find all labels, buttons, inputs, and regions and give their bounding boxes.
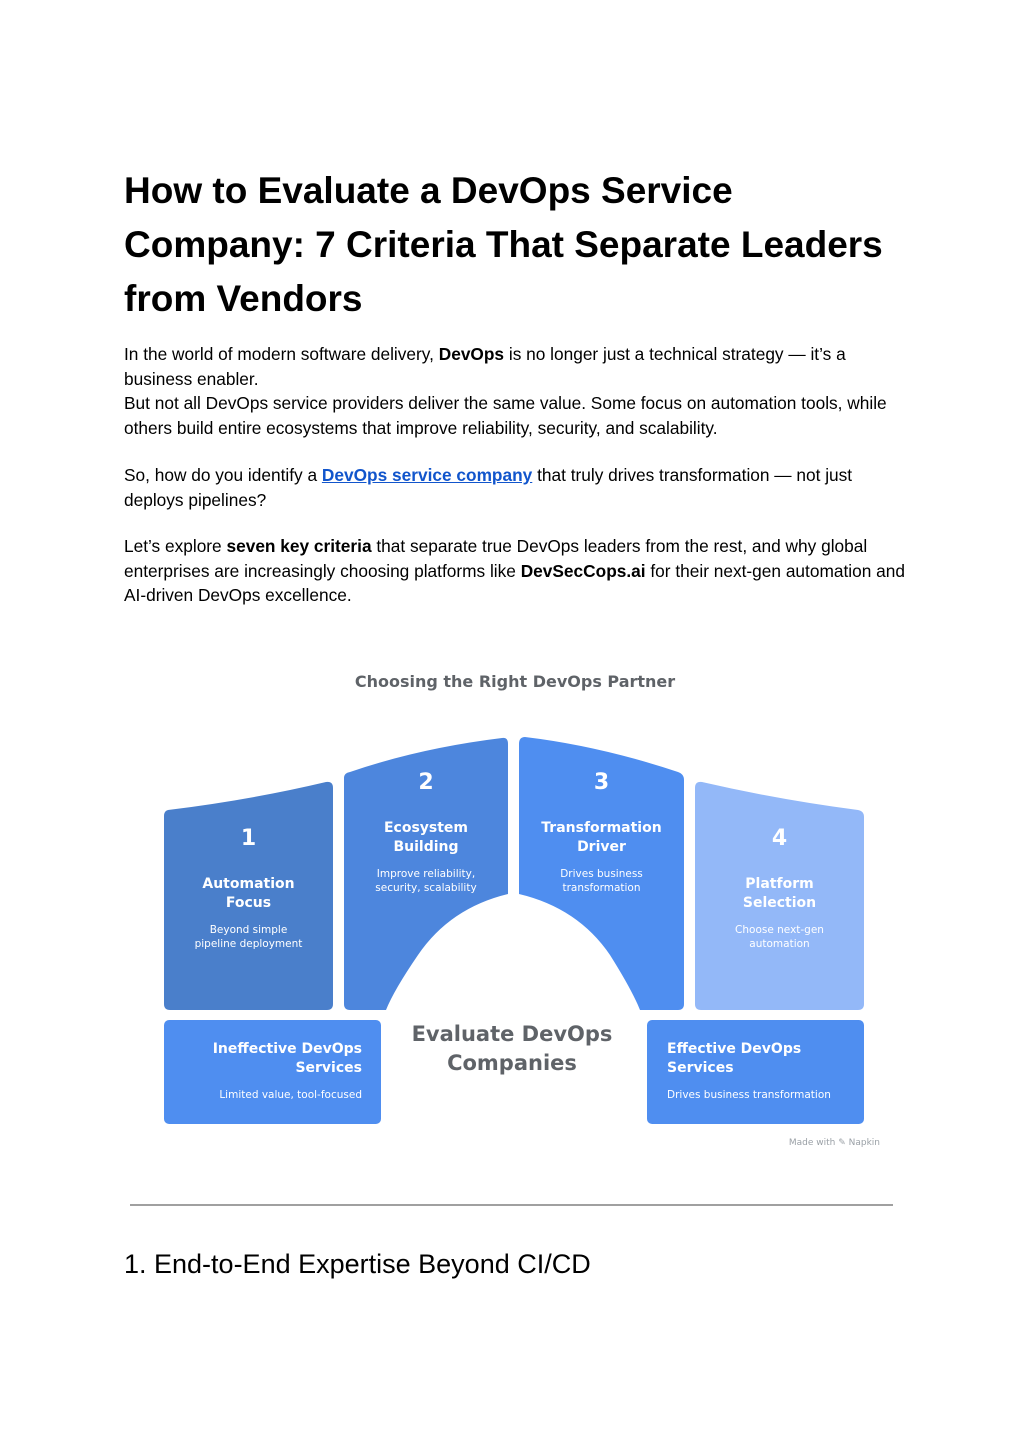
pillar-3-number: 3: [593, 770, 610, 795]
bottom-right-desc: Drives business transformation: [667, 1089, 831, 1101]
bottom-left-desc: Limited value, tool-focused: [219, 1089, 362, 1101]
pillar-1-text: [164, 826, 333, 951]
explore-text-end: for their next-gen automation and AI-driven DevOps excellence.: [124, 560, 905, 606]
question-text-end: that truly drives transformation — not just deploys pipelines?: [124, 465, 853, 510]
explore-text-mid: that separate true DevOps leaders from the rest, and why global enterprises are increasingly choosing platforms like: [124, 536, 868, 581]
article-title: How to Evaluate a DevOps Service Company: 7 Criteria That Separate Leaders from Vendors: [124, 170, 883, 319]
diagram-center-label: Evaluate DevOps Companies: [411, 1022, 613, 1075]
intro-bold-devops: DevOps: [438, 344, 505, 364]
pillar-3-title: Transformation Driver: [541, 820, 662, 855]
pillar-4-number: 4: [771, 826, 788, 851]
pillar-2-title: Ecosystem Building: [383, 820, 469, 855]
question-text: So, how do you identify a: [124, 465, 322, 485]
bottom-left-text: [210, 1040, 362, 1102]
horizontal-divider: [130, 1204, 893, 1206]
section-1-heading: 1. End-to-End Expertise Beyond CI/CD: [124, 1249, 591, 1279]
intro-text-end: is no longer just a technical strategy — it’s a business enabler.: [124, 344, 846, 389]
devops-partner-diagram: [150, 660, 880, 1160]
pillar-3-text: [519, 770, 684, 895]
bottom-left-title: Ineffective DevOps Services: [212, 1041, 362, 1076]
pillar-2-text: [344, 770, 508, 895]
explore-bold-devseccops: DevSecCops.ai: [520, 560, 646, 581]
bottom-right-text: [667, 1040, 852, 1102]
intro-paragraph: [124, 342, 914, 440]
intro-line-1: [124, 342, 914, 391]
diagram-title: Choosing the Right DevOps Partner: [354, 672, 676, 691]
pillar-4-text: [695, 826, 864, 951]
explore-text: Let’s explore: [124, 536, 227, 556]
bottom-right-title: Effective DevOps Services: [667, 1041, 802, 1076]
pillar-2-number: 2: [418, 770, 434, 795]
explore-bold-criteria: seven key criteria: [226, 536, 372, 556]
pillar-4-desc: Choose next-gen automation: [735, 924, 824, 950]
pillar-1-number: 1: [240, 826, 257, 851]
pillar-2-desc: Improve reliability, security, scalability: [375, 868, 477, 894]
intro-text: In the world of modern software delivery,: [124, 344, 439, 364]
pillar-3-desc: Drives business transformation: [560, 868, 643, 894]
pillar-1-desc: Beyond simple pipeline deployment: [194, 924, 303, 950]
pillar-4-title: Platform Selection: [742, 876, 817, 911]
intro-line-2: But not all DevOps service providers deliver the same value. Some focus on automation tools, while others build entire ecosystems that improve reliability, security, and scalability.: [124, 393, 887, 438]
question-paragraph: [124, 463, 914, 512]
devops-service-company-link[interactable]: DevOps service company: [321, 465, 533, 485]
napkin-credit: Made with ✎ Napkin: [788, 1138, 880, 1148]
explore-paragraph: [124, 534, 914, 608]
pillar-1-title: Automation Focus: [202, 876, 295, 911]
